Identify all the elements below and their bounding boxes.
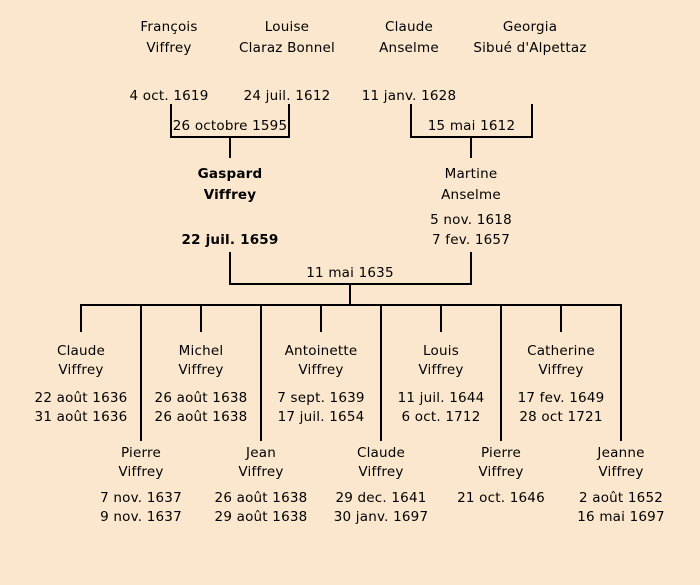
first-name: François <box>140 19 198 35</box>
first-name: Michel <box>178 343 224 359</box>
date1: 7 nov. 1637 <box>100 490 182 506</box>
last-name: Viffrey <box>58 362 104 378</box>
person-claude-viffrey-1641 <box>325 444 437 527</box>
person-louise-claraz-bonnel <box>217 17 357 107</box>
person-claude-anselme <box>339 17 479 107</box>
first-name: Louise <box>264 19 310 35</box>
date1: 21 oct. 1646 <box>457 490 545 506</box>
first-name: Martine <box>444 166 498 182</box>
date1: 26 août 1638 <box>154 390 248 406</box>
date1: 5 nov. 1618 <box>430 212 512 228</box>
date1 <box>160 210 300 230</box>
first-name: Claude <box>356 445 406 461</box>
connector-couple2-to-martine <box>470 138 472 158</box>
date2: 29 août 1638 <box>214 509 308 525</box>
date2: 22 juil. 1659 <box>181 232 279 248</box>
connector-marriage-to-children <box>349 285 351 304</box>
date1: 29 dec. 1641 <box>335 490 427 506</box>
last-name: Viffrey <box>178 362 224 378</box>
first-name: Antoinette <box>284 343 358 359</box>
first-name: Louis <box>423 343 459 359</box>
connector-martine-down <box>470 252 472 285</box>
date <box>460 86 600 107</box>
person-catherine-viffrey <box>505 342 617 427</box>
date2: 28 oct 1721 <box>519 409 603 425</box>
person-claude-viffrey-1636 <box>25 342 137 427</box>
date2: 16 mai 1697 <box>577 509 665 525</box>
last-name: Viffrey <box>118 464 164 480</box>
date2: 26 août 1638 <box>154 409 248 425</box>
connector-child-pierre2 <box>500 304 502 441</box>
connector-child-catherine <box>560 304 562 332</box>
first-name: Jeanne <box>597 445 645 461</box>
date2 <box>445 508 557 527</box>
person-georgia-sibue-dalpettaz <box>460 17 600 107</box>
person-pierre-viffrey-1646 <box>445 444 557 527</box>
date: 11 janv. 1628 <box>361 88 457 104</box>
marriage-date-gen2: 11 mai 1635 <box>306 265 394 281</box>
first-name: Pierre <box>481 445 521 461</box>
person-jeanne-viffrey <box>565 444 677 527</box>
person-martine-anselme <box>401 164 541 250</box>
connector-child-jean <box>260 304 262 441</box>
last-name: Viffrey <box>478 464 524 480</box>
first-name: Jean <box>246 445 276 461</box>
date2: 6 oct. 1712 <box>401 409 481 425</box>
connector-child-claude1 <box>80 304 82 332</box>
date1: 2 août 1652 <box>578 490 664 506</box>
date1: 26 août 1638 <box>214 490 308 506</box>
person-gaspard-viffrey <box>160 164 300 250</box>
date2: 30 janv. 1697 <box>333 509 429 525</box>
first-name: Claude <box>384 19 434 35</box>
connector-child-pierre1 <box>140 304 142 441</box>
first-name: Pierre <box>121 445 161 461</box>
date2: 7 fev. 1657 <box>431 232 511 248</box>
first-name: Catherine <box>527 343 595 359</box>
marriage-date-couple1: 26 octobre 1595 <box>172 118 288 134</box>
last-name: Viffrey <box>298 362 344 378</box>
date1: 11 juil. 1644 <box>397 390 485 406</box>
date2: 9 nov. 1637 <box>100 509 182 525</box>
person-michel-viffrey <box>145 342 257 427</box>
date2: 17 juil. 1654 <box>277 409 365 425</box>
last-name: Viffrey <box>538 362 584 378</box>
last-name: Viffrey <box>203 187 257 203</box>
date1: 22 août 1636 <box>34 390 128 406</box>
first-name: Georgia <box>502 19 558 35</box>
marriage-date-couple2: 15 mai 1612 <box>427 118 516 134</box>
connector-child-louis <box>440 304 442 332</box>
date1: 7 sept. 1639 <box>277 390 365 406</box>
connector-children-bar <box>80 304 622 306</box>
connector-gaspard-down <box>229 252 231 285</box>
connector-child-jeanne <box>620 304 622 441</box>
person-pierre-viffrey-1637 <box>85 444 197 527</box>
person-antoinette-viffrey <box>265 342 377 427</box>
last-name: Viffrey <box>598 464 644 480</box>
last-name: Viffrey <box>358 464 404 480</box>
connector-child-michel <box>200 304 202 332</box>
last-name: Viffrey <box>418 362 464 378</box>
date: 4 oct. 1619 <box>129 88 209 104</box>
last-name: Claraz Bonnel <box>239 40 335 56</box>
date2: 31 août 1636 <box>34 409 128 425</box>
last-name: Anselme <box>379 40 439 56</box>
date: 24 juil. 1612 <box>243 88 331 104</box>
last-name: Viffrey <box>238 464 284 480</box>
person-louis-viffrey <box>385 342 497 427</box>
connector-couple1-to-gaspard <box>229 138 231 158</box>
first-name: Gaspard <box>197 166 263 182</box>
connector-child-claude2 <box>380 304 382 441</box>
last-name: Sibué d'Alpettaz <box>473 40 587 56</box>
first-name: Claude <box>56 343 106 359</box>
connector-child-antoinette <box>320 304 322 332</box>
last-name: Anselme <box>441 187 501 203</box>
last-name: Viffrey <box>146 40 192 56</box>
person-jean-viffrey <box>205 444 317 527</box>
date1: 17 fev. 1649 <box>517 390 605 406</box>
